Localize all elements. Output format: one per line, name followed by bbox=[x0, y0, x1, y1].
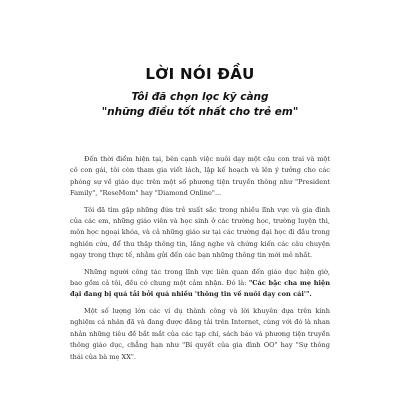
body-text bbox=[70, 154, 330, 368]
paragraph-2: Tôi đã tìm gặp những đứa trẻ xuất sắc trong nhiều lĩnh vực và gia đình của các em, những giáo viên và học sinh ở các trường học, trường luyện thi, môn học ngoại khóa, và cả những giáo sư tại các trường đại học đi đầu trong nghiên cứu, để thu thập thông tin, lắng nghe và chứng kiến các câu chuyện ngay trong thực tế, nhằm gửi đến các bạn những thông tin mới mẻ nhất. bbox=[70, 205, 330, 260]
paragraph-3 bbox=[70, 267, 330, 301]
paragraph-3-quote: "Các bậc cha mẹ hiện đại đang bị quá tải bởi quá nhiều 'thông tin về nuôi dạy con cái'". bbox=[70, 279, 331, 299]
page-subtitle bbox=[0, 90, 400, 120]
paragraph-1: Đến thời điểm hiện tại, bên cạnh việc nuôi dạy một cậu con trai và một cô con gái, tôi còn tham gia viết lách, lập kế hoạch và lên ý tưởng cho các phóng sự về giáo dục trên một số phương tiện truyền thông như "President Family", "ReseMom" hay "Diamond Online"... bbox=[70, 155, 330, 198]
subtitle-line-2: "những điều tốt nhất cho trẻ em" bbox=[101, 106, 299, 118]
paragraph-4: Một số lượng lớn các ví dụ thành công và lời khuyên dựa trên kinh nghiệm cá nhân đã và đang được đăng tải trên Internet, cùng với đó là nhan nhản những tiêu đề bắt mắt của các tạp chí, sách báo và phương tiện truyền thông giáo dục, chẳng hạn như "Bí quyết của gia đình OO" hay "Sự thông thái của bà mẹ XX". bbox=[70, 306, 330, 361]
subtitle-line-1: Tôi đã chọn lọc kỹ càng bbox=[131, 91, 269, 103]
page-title: LỜI NÓI ĐẦU bbox=[145, 65, 255, 83]
paragraph-3-text: Những người công tác trong lĩnh vực liên quan đến giáo dục hiện giờ, bao gồm cả tôi, đều có chung một cảm nhận. Đó là: bbox=[70, 267, 330, 288]
